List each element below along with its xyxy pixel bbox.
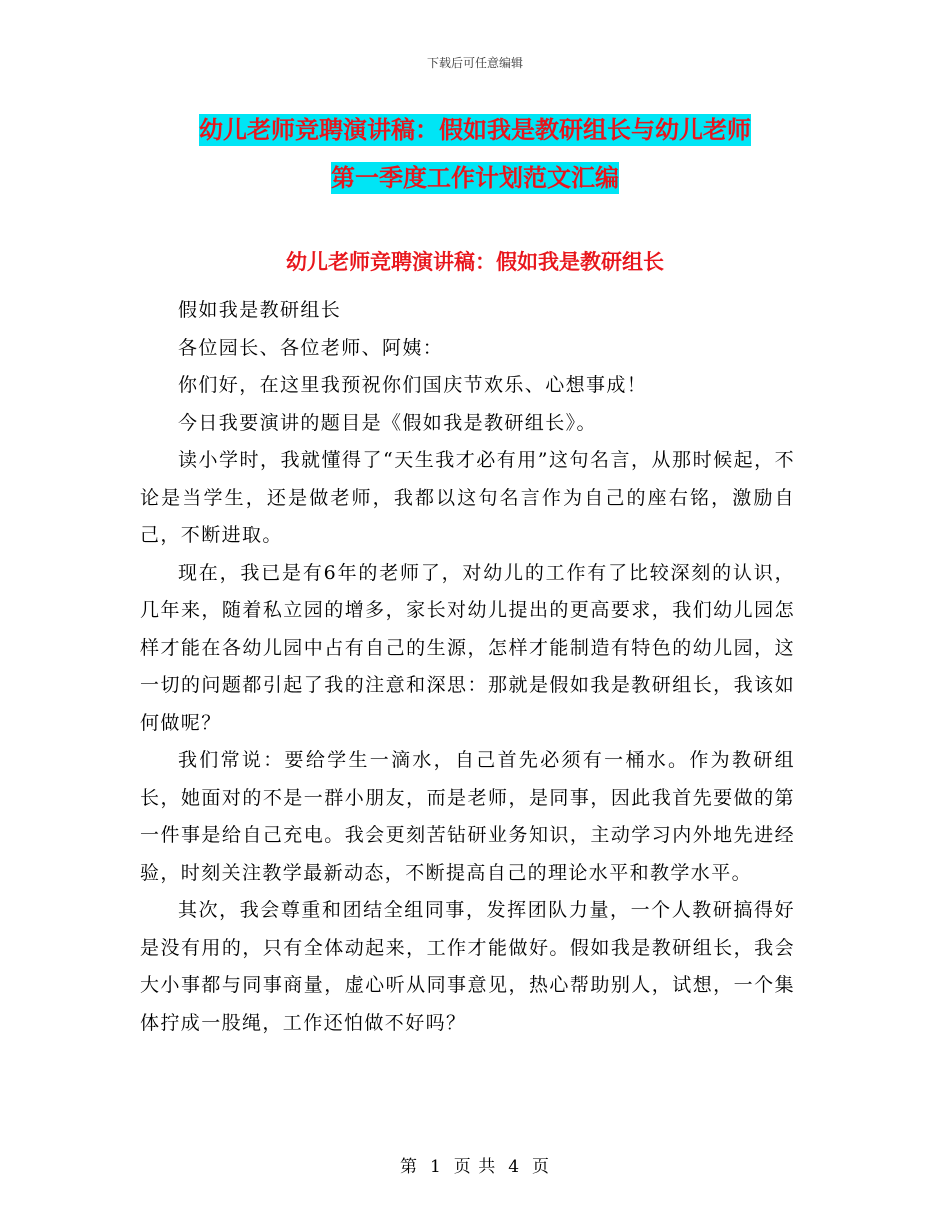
footer-middle: 页 共 [453, 1157, 497, 1177]
footer-suffix: 页 [532, 1157, 551, 1177]
header-note: 下载后可任意编辑 [426, 56, 523, 70]
paragraph: 假如我是教研组长 [178, 299, 342, 321]
document-title-line1: 幼儿老师竞聘演讲稿：假如我是教研组长与幼儿老师 [199, 116, 751, 144]
document-title-line2: 第一季度工作计划范文汇编 [331, 164, 619, 192]
document-title [140, 106, 810, 202]
footer-total-pages: 4 [508, 1157, 521, 1177]
document-body [140, 292, 795, 1042]
paragraph: 你们好，在这里我预祝你们国庆节欢乐、心想事成！ [178, 374, 648, 396]
footer-page-number: 1 [429, 1157, 442, 1177]
paragraph: 其次，我会尊重和团结全组同事，发挥团队力量，一个人教研搞得好是没有用的，只有全体动起来，工作才能做好。假如我是教研组长，我会大小事都与同事商量，虚心听从同事意见，热心帮助别人，试想，一个集体拧成一股绳，工作还怕做不好吗？ [140, 899, 795, 1034]
footer-prefix: 第 [399, 1157, 418, 1177]
paragraph: 各位园长、各位老师、阿姨： [178, 336, 444, 359]
paragraph: 我们常说：要给学生一滴水，自己首先必须有一桶水。作为教研组长，她面对的不是一群小朋友，而是老师，是同事，因此我首先要做的第一件事是给自己充电。我会更刻苦钻研业务知识，主动学习内外地先进经验，时刻关注教学最新动态，不断提高自己的理论水平和教学水平。 [140, 749, 795, 884]
paragraph: 读小学时，我就懂得了“天生我才必有用”这句名言，从那时候起，不论是当学生，还是做老师，我都以这句名言作为自己的座右铭，激励自己，不断进取。 [140, 449, 795, 546]
page-footer [0, 1152, 950, 1177]
section-title: 幼儿老师竞聘演讲稿：假如我是教研组长 [286, 250, 664, 274]
paragraph: 现在，我已是有6年的老师了，对幼儿的工作有了比较深刻的认识，几年来，随着私立园的增多，家长对幼儿提出的更高要求，我们幼儿园怎样才能在各幼儿园中占有自己的生源，怎样才能制造有特色的幼儿园，这一切的问题都引起了我的注意和深思：那就是假如我是教研组长，我该如何做呢？ [140, 561, 795, 734]
paragraph: 今日我要演讲的题目是《假如我是教研组长》。 [178, 411, 597, 434]
